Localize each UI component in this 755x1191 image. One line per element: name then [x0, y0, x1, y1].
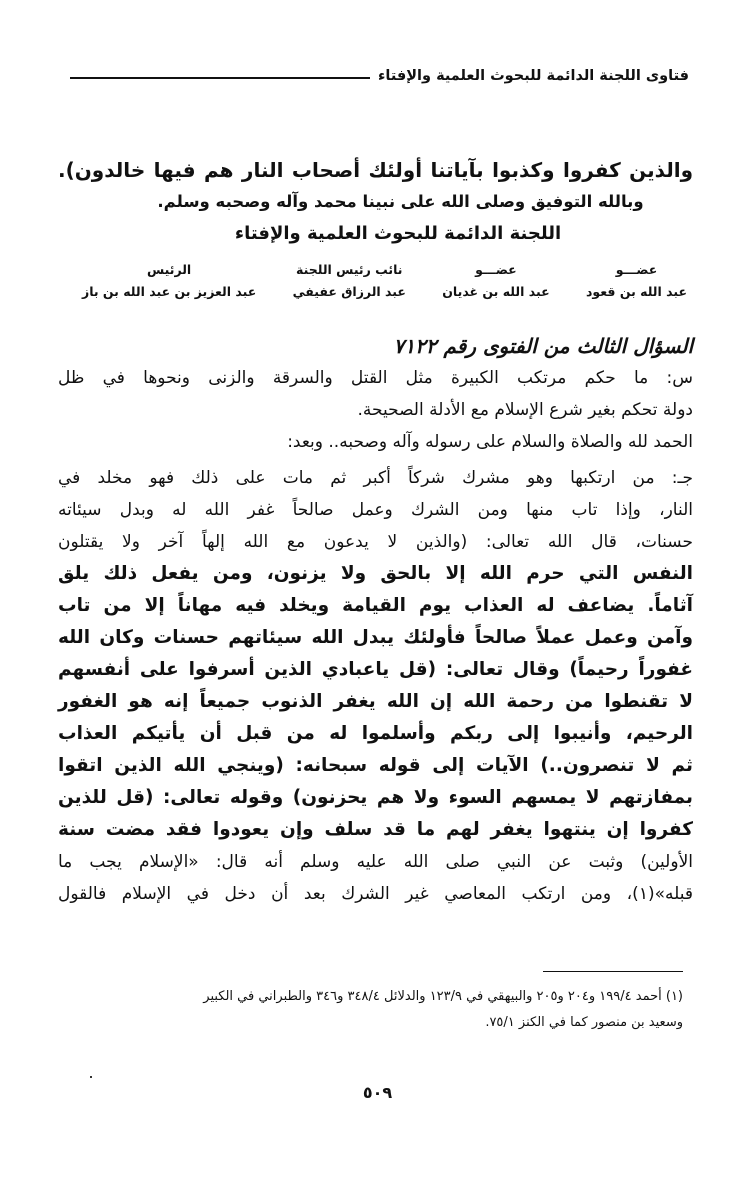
answer-line: كفروا إن ينتهوا يغفر لهم ما قد سلف وإن يعودوا فقد مضت سنة	[58, 819, 693, 840]
signatory-role: نائب رئيس اللجنة	[296, 262, 403, 277]
signatory-name: عبد الله بن قعود	[585, 284, 687, 299]
signatory-name: عبد العزيز بن عبد الله بن باز	[82, 284, 257, 299]
answer-line: غفوراً رحيماً) وقال تعالى: (قل ياعبادي الذين أسرفوا على أنفسهم	[58, 659, 693, 680]
answer-line: جـ: من ارتكبها وهو مشرك شركاً أكبر ثم مات على ذلك فهو مخلد في	[58, 468, 693, 488]
question-heading: السؤال الثالث من الفتوى رقم ٧١٢٢	[393, 334, 693, 358]
signatory	[82, 260, 256, 310]
answer-line: ثم لا تنصرون..) الآيات إلى قوله سبحانه: (وينجي الله الذين اتقوا	[58, 755, 693, 776]
committee-name: اللجنة الدائمة للبحوث العلمية والإفتاء	[234, 223, 562, 244]
question-line: دولة تحكم بغير شرع الإسلام مع الأدلة الصحيحة.	[357, 400, 693, 420]
answer-line: حسنات، قال الله تعالى: (والذين لا يدعون مع الله إلهاً آخر ولا يقتلون	[58, 532, 693, 552]
answer-line: آثاماً. يضاعف له العذاب يوم القيامة ويخلد فيه مهاناً إلا من تاب	[58, 595, 693, 616]
closing-formula: وبالله التوفيق وصلى الله على نبينا محمد وآله وصحبه وسلم.	[157, 192, 644, 211]
header-rule	[70, 77, 370, 79]
page-number: ٥٠٩	[362, 1083, 393, 1102]
footnote-line: وسعيد بن منصور كما في الكنز ٧٥/١.	[485, 1015, 683, 1030]
answer-line: بمفازتهم لا يمسهم السوء ولا هم يحزنون) وقوله تعالى: (قل للذين	[58, 787, 693, 808]
verse-end: والذين كفروا وكذبوا بآياتنا أولئك أصحاب النار هم فيها خالدون).	[58, 158, 693, 182]
answer-line: لا تقنطوا من رحمة الله إن الله يغفر الذنوب جميعاً إنه هو الغفور	[58, 691, 693, 712]
footnote-rule	[543, 971, 683, 972]
answer-line: الرحيم، وأنيبوا إلى ربكم وأسلموا له من قبل أن يأتيكم العذاب	[58, 723, 693, 744]
answer-line: النار، وإذا تاب منها ومن الشرك وعمل صالحاً غفر الله له وبدل سيئاته	[58, 500, 693, 520]
signature-block	[82, 260, 687, 310]
preceding-fatwa	[58, 154, 693, 250]
scan-dot	[90, 1076, 92, 1078]
answer-line: وآمن وعمل عملاً صالحاً فأولئك يبدل الله سيئاتهم حسنات وكان الله	[58, 627, 693, 648]
signatory	[586, 260, 687, 310]
signatory-name: عبد الله بن غديان	[442, 284, 550, 299]
signatory-role: عضـــو	[475, 262, 517, 277]
answer-section	[58, 462, 693, 910]
signatory-role: عضـــو	[615, 262, 658, 277]
running-title: فتاوى اللجنة الدائمة للبحوث العلمية والإفتاء	[377, 68, 689, 84]
signatory-name: عبد الرزاق عفيفي	[292, 284, 406, 299]
signatory	[442, 260, 549, 310]
answer-line: قبله»(١)، ومن ارتكب المعاصي غير الشرك بعد أن دخل في الإسلام فالقول	[58, 884, 693, 904]
signatory	[293, 260, 406, 310]
question-line: س: ما حكم مرتكب الكبيرة مثل القتل والسرقة والزنى ونحوها في ظل	[58, 368, 693, 388]
answer-line: النفس التي حرم الله إلا بالحق ولا يزنون، ومن يفعل ذلك يلق	[58, 563, 693, 584]
signatory-role: الرئيس	[147, 262, 192, 277]
praise-line: الحمد لله والصلاة والسلام على رسوله وآله وصحبه.. وبعد:	[287, 432, 693, 452]
footnotes	[70, 984, 683, 1036]
running-header	[70, 64, 689, 88]
footnote-line: (١) أحمد ١٩٩/٤ و٢٠٤ و٢٠٥ والبيهقي في ١٢٣/٩ والدلائل ٣٤٨/٤ و٣٤٦ والطبراني في الكبير	[203, 989, 683, 1004]
answer-line: الأولين) وثبت عن النبي صلى الله عليه وسلم أنه قال: «الإسلام يجب ما	[58, 852, 693, 872]
question-section	[58, 330, 693, 458]
